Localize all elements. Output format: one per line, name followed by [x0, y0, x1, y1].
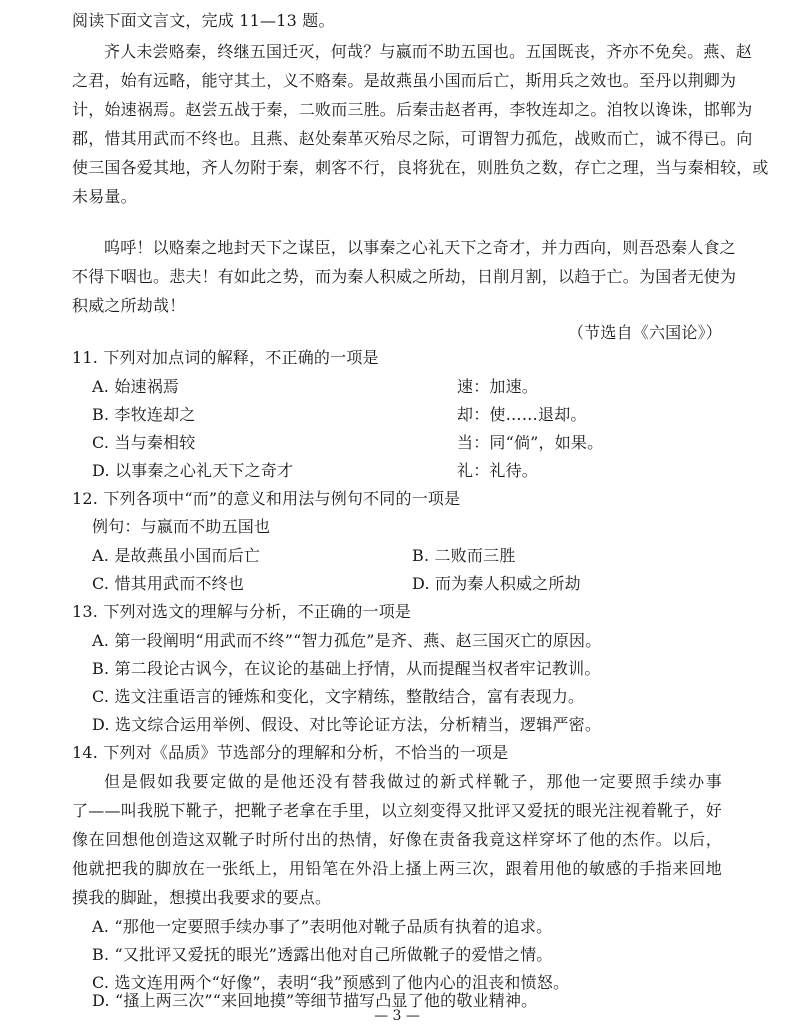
passage-line: 积威之所劫哉！ [72, 296, 186, 315]
question-14-stem: 14. 下列对《品质》节选部分的理解和分析，不恰当的一项是 [72, 743, 509, 762]
q11-option-b [72, 404, 722, 426]
option-explanation: 却：使……退却。 [457, 405, 587, 424]
q13-option-c: C. 选文注重语言的锤炼和变化，文字精练，整散结合，富有表现力。 [92, 687, 585, 706]
q11-option-a [72, 376, 722, 398]
option-explanation: 礼：礼待。 [457, 461, 539, 480]
question-11-stem: 11. 下列对加点词的解释，不正确的一项是 [72, 348, 379, 367]
page-number: — 3 — [374, 1008, 420, 1024]
passage-line: 呜呼！以赂秦之地封天下之谋臣，以事秦之心礼天下之奇才，并力西向，则吾恐秦人食之 [104, 238, 736, 257]
excerpt-line: 摸我的脚趾，想摸出我要求的要点。 [72, 888, 332, 907]
q12-option-a: A. 是故燕虽小国而后亡 [92, 546, 261, 565]
option-explanation: 当：同“倘”，如果。 [457, 433, 604, 452]
q13-option-d: D. 选文综合运用举例、假设、对比等论证方法，分析精当，逻辑严密。 [92, 715, 602, 734]
q12-options-row [72, 573, 722, 595]
excerpt-line: 了——叫我脱下靴子，把靴子老拿在手里，以立刻变得又批评又爱抚的眼光注视着靴子，好 [72, 801, 722, 820]
passage-line: 未易量。 [72, 187, 137, 206]
q14-option-d: D. “搔上两三次”“来回地摸”等细节描写凸显了他的敬业精神。 [92, 991, 538, 1010]
passage-line: 使三国各爱其地，齐人勿附于秦，刺客不行，良将犹在，则胜负之数，存亡之理，当与秦相较，或 [72, 158, 769, 177]
passage-line: 不得下咽也。悲夫！有如此之势，而为秦人积威之所劫，日削月割，以趋于亡。为国者无使为 [72, 267, 737, 286]
q12-example: 例句：与嬴而不助五国也 [92, 517, 271, 536]
question-13-stem: 13. 下列对选文的理解与分析，不正确的一项是 [72, 602, 412, 621]
q14-option-b: B. “又批评又爱抚的眼光”透露出他对自己所做靴子的爱惜之情。 [92, 945, 553, 964]
q11-option-c [72, 432, 722, 454]
option-text: B. 李牧连却之 [92, 405, 196, 424]
passage-line: 郡，惜其用武而不终也。且燕、赵处秦革灭殆尽之际，可谓智力孤危，战败而亡，诚不得已。向 [72, 129, 753, 148]
q14-option-c: C. 选文连用两个“好像”，表明“我”预感到了他内心的沮丧和愤怒。 [92, 973, 570, 992]
option-text: C. 当与秦相较 [92, 433, 196, 452]
question-12-stem: 12. 下列各项中“而”的意义和用法与例句不同的一项是 [72, 489, 461, 508]
q12-option-c: C. 惜其用武而不终也 [92, 574, 245, 593]
passage-source: （节选自《六国论》） [567, 323, 722, 342]
passage-line: 之君，始有远略，能守其土，义不赂秦。是故燕虽小国而后亡，斯用兵之效也。至丹以荆卿为 [72, 71, 737, 90]
q13-option-a: A. 第一段阐明“用武而不终”“智力孤危”是齐、燕、赵三国灭亡的原因。 [92, 631, 602, 650]
q12-option-b: B. 二败而三胜 [412, 546, 516, 565]
option-explanation: 速：加速。 [457, 377, 539, 396]
option-text: D. 以事秦之心礼天下之奇才 [92, 461, 294, 480]
excerpt-line: 像在回想他创造这双靴子时所付出的热情，好像在责备我竟这样穿坏了他的杰作。以后， [72, 830, 722, 849]
option-text: A. 始速祸焉 [92, 377, 180, 396]
excerpt-line: 但是假如我要定做的是他还没有替我做过的新式样靴子，那他一定要照手续办事 [104, 772, 722, 791]
q13-option-b: B. 第二段论古讽今，在议论的基础上抒情，从而提醒当权者牢记教训。 [92, 659, 601, 678]
q11-option-d [72, 460, 722, 482]
passage-line: 齐人未尝赂秦，终继五国迁灭，何哉？与嬴而不助五国也。五国既丧，齐亦不免矣。燕、赵 [104, 42, 753, 61]
q12-option-d: D. 而为秦人积威之所劫 [412, 574, 581, 593]
passage-line: 计，始速祸焉。赵尝五战于秦，二败而三胜。后秦击赵者再，李牧连却之。洎牧以谗诛，邯郸为 [72, 100, 753, 119]
q14-option-a: A. “那他一定要照手续办事了”表明他对靴子品质有执着的追求。 [92, 917, 553, 936]
reading-instruction: 阅读下面文言文，完成 11—13 题。 [72, 11, 335, 30]
q12-options-row [72, 545, 722, 567]
excerpt-line: 他就把我的脚放在一张纸上，用铅笔在外沿上搔上两三次，跟着用他的敏感的手指来回地 [72, 859, 722, 878]
